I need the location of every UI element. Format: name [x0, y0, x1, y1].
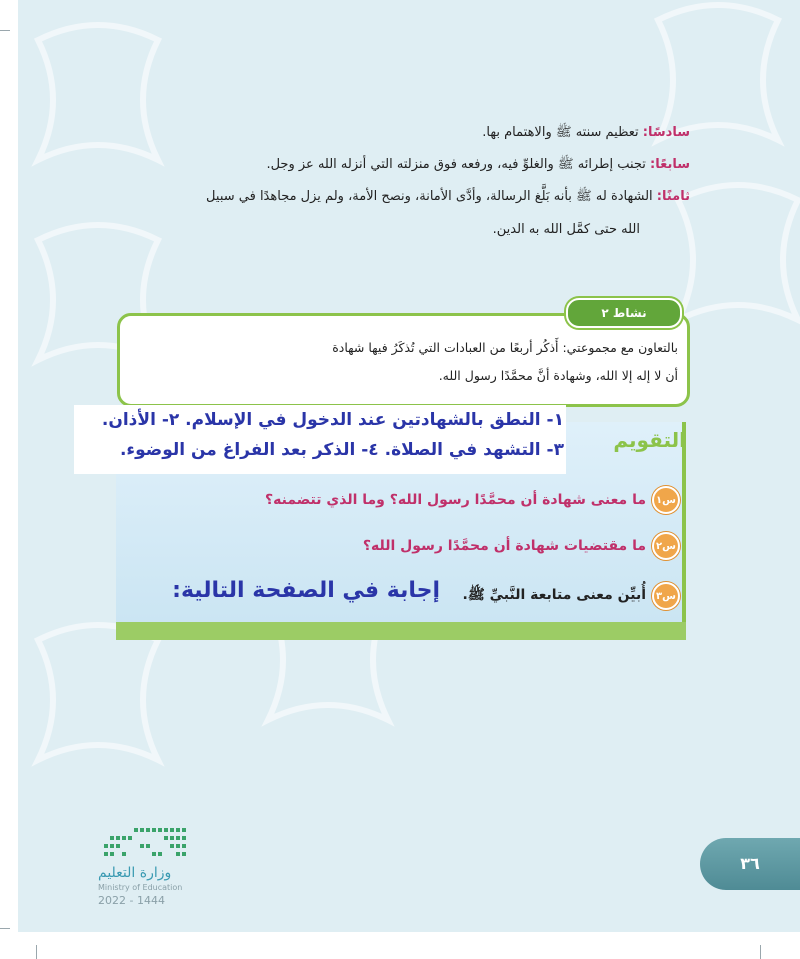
- intro-lead: سابعًا:: [650, 157, 690, 172]
- question-number-badge: س١: [652, 486, 680, 514]
- activity-badge: نشاط ٢: [566, 298, 682, 328]
- answer-line: ٣- التشهد في الصلاة. ٤- الذكر بعد الفراغ من الوضوء.: [119, 440, 564, 460]
- activity-line: بالتعاون مع مجموعتي: أَذكُر أربعًا من العبادات التي تُذكَرُ فيها شهادة: [332, 340, 678, 355]
- question-row: [265, 488, 680, 512]
- intro-line: [206, 188, 690, 207]
- ministry-logo-icon: [100, 826, 192, 862]
- question-text: ما معنى شهادة أن محمَّدًا رسول الله؟ وما الذي تتضمنه؟: [265, 492, 646, 508]
- evaluation-footer-bar: [116, 622, 686, 640]
- crop-mark: [36, 945, 37, 959]
- intro-lead: سادسًا:: [642, 125, 690, 140]
- next-page-note: إجابة في الصفحة التالية:: [172, 578, 440, 603]
- intro-line: [482, 124, 690, 143]
- ministry-name-arabic: وزارة التعليم: [98, 865, 172, 881]
- crop-mark: [760, 945, 761, 959]
- page-number: ٣٦: [700, 838, 800, 890]
- intro-text: تعظيم سنته ﷺ والاهتمام بها.: [482, 125, 643, 140]
- crop-mark: [0, 30, 10, 31]
- question-text: أُبيِّن معنى متابعة النَّبيِّ ﷺ.: [462, 587, 646, 603]
- question-text: ما مقتضيات شهادة أن محمَّدًا رسول الله؟: [362, 538, 646, 554]
- intro-text: الله حتى كمَّل الله به الدين.: [492, 222, 640, 237]
- intro-text: تجنب إطرائه ﷺ والغلوِّ فيه، ورفعه فوق منزلته التي أنزله الله عز وجل.: [266, 157, 651, 172]
- intro-lead: ثامنًا:: [656, 189, 690, 204]
- evaluation-title: التقويم: [613, 428, 686, 452]
- ministry-name-english: Ministry of Education: [98, 883, 183, 892]
- question-row: [463, 584, 680, 608]
- edition-year: 2022 - 1444: [98, 894, 165, 907]
- question-number-badge: س٢: [652, 532, 680, 560]
- intro-line: [266, 156, 690, 175]
- crop-mark: [0, 928, 10, 929]
- intro-line: [493, 222, 640, 237]
- question-row: [363, 534, 680, 558]
- activity-line: أن لا إله إلا الله، وشهادة أنَّ محمَّدًا رسول الله.: [438, 368, 678, 383]
- answer-line: ١- النطق بالشهادتين عند الدخول في الإسلام. ٢- الأذان.: [101, 410, 564, 430]
- intro-text: الشهادة له ﷺ بأنه بَلَّغ الرسالة، وأدَّى الأمانة، ونصح الأمة، ولم يزل مجاهدًا في سبيل: [206, 189, 657, 204]
- question-number-badge: س٣: [652, 582, 680, 610]
